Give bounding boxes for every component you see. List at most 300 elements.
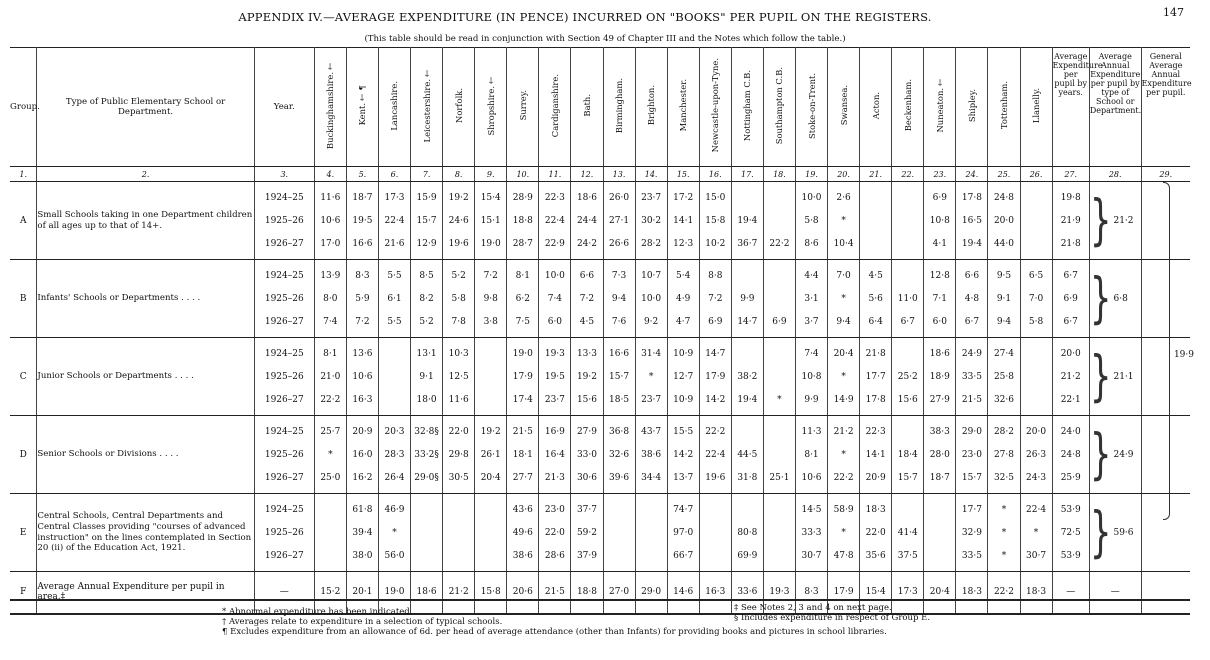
value: 32·6 (609, 449, 630, 460)
data-cell (828, 182, 860, 260)
value (764, 191, 795, 205)
value-stack (732, 269, 763, 329)
value: 7·4 (804, 348, 819, 359)
value-stack (347, 347, 378, 407)
value: 20·3 (384, 426, 405, 437)
data-cell (763, 182, 795, 260)
area-header (763, 48, 795, 167)
value: 15·9 (416, 192, 437, 203)
data-cell (956, 494, 988, 572)
data-cell (860, 338, 892, 416)
data-cell (828, 416, 860, 494)
value-stack (315, 347, 346, 407)
value (732, 425, 763, 439)
area-average: 22·2 (988, 572, 1020, 614)
data-cell (795, 182, 827, 260)
value: 15·8 (705, 215, 726, 226)
value-stack (411, 425, 442, 485)
column-number: 22. (892, 167, 924, 182)
avg-type-value: 21·1 (1113, 371, 1134, 382)
value: 31·4 (641, 348, 662, 359)
data-cell (635, 494, 667, 572)
value: 6·9 (772, 316, 787, 327)
data-cell (924, 260, 956, 338)
value: 15·7 (416, 215, 437, 226)
value-stack (956, 269, 987, 329)
value: 13·6 (352, 348, 373, 359)
value: 4·5 (579, 316, 595, 327)
value: 22·4 (544, 215, 565, 226)
value: 8·1 (515, 270, 530, 281)
area-average: 15·4 (860, 572, 892, 614)
value: 46·9 (384, 504, 405, 515)
data-cell (539, 260, 571, 338)
value-stack (604, 503, 635, 563)
value-stack (764, 269, 795, 329)
value: 14·2 (705, 394, 726, 405)
avg-years-cell (1052, 260, 1089, 338)
column-number: 5. (346, 167, 378, 182)
value: 4·9 (676, 293, 691, 304)
data-cell (314, 416, 346, 494)
avg-type-value: 24·9 (1113, 449, 1134, 460)
value: 14·1 (865, 449, 886, 460)
area-header (828, 48, 860, 167)
value (764, 269, 795, 283)
school-type: Small Schools taking in one Department children of all ages up to that of 14+. (37, 182, 254, 260)
value: 11·6 (448, 394, 469, 405)
value: 37·9 (576, 550, 597, 561)
data-cell (731, 260, 763, 338)
value: * (841, 371, 846, 382)
value: 19·4 (961, 238, 982, 249)
value: 28·3 (384, 449, 405, 460)
area-average: 20·6 (507, 572, 539, 614)
value: 12·7 (673, 371, 694, 382)
data-cell (443, 338, 475, 416)
column-number: 24. (956, 167, 988, 182)
value-stack (956, 425, 987, 485)
area-average: 18·3 (1020, 572, 1052, 614)
value: 6·2 (515, 293, 530, 304)
value: 27·7 (512, 472, 533, 483)
brace-glyph: } (1089, 500, 1112, 565)
value (315, 503, 346, 517)
value: 16·5 (961, 215, 982, 226)
data-cell (571, 182, 603, 260)
value: 23·0 (961, 449, 982, 460)
avg-type-cell (1089, 416, 1141, 494)
value: 21·8 (865, 348, 886, 359)
footnote: ‡ See Notes 2, 3 and 4 on next page. (734, 603, 892, 613)
value: 8·1 (804, 449, 819, 460)
area-header (924, 48, 956, 167)
area-header-label: Bath. (581, 94, 592, 117)
value: * (1001, 504, 1007, 515)
value-stack (539, 503, 570, 563)
value: 21·0 (320, 371, 341, 382)
data-cell (924, 338, 956, 416)
value (475, 526, 506, 540)
column-number: 26. (1020, 167, 1052, 182)
group-row (10, 416, 1190, 494)
value: 36·8 (609, 426, 630, 437)
avg-by-type-header: Average Annual Expenditure per pupil by type of School or Department. (1089, 48, 1141, 167)
value: 16·4 (544, 449, 565, 460)
area-header (1020, 48, 1052, 167)
data-cell (667, 416, 699, 494)
value: 18·1 (512, 449, 533, 460)
avg-type-cell (1089, 494, 1141, 572)
value (443, 503, 474, 517)
column-number: 12. (571, 167, 603, 182)
value (1021, 191, 1052, 205)
area-header (892, 48, 924, 167)
data-cell (988, 416, 1020, 494)
group-header: Group. (10, 48, 37, 167)
data-cell (411, 338, 443, 416)
value: 7·1 (932, 293, 947, 304)
brace-glyph: } (1089, 344, 1112, 409)
avg-type-brace-wrap (1089, 266, 1141, 331)
value: 26·3 (1026, 449, 1047, 460)
data-cell (603, 182, 635, 260)
value: 19·5 (544, 371, 565, 382)
data-cell (475, 260, 507, 338)
data-cell (346, 182, 378, 260)
value: 10·0 (801, 192, 822, 203)
value: 9·5 (996, 270, 1012, 281)
avg-type-cell (1089, 338, 1141, 416)
value: 14·9 (833, 394, 854, 405)
value: 19·0 (480, 238, 501, 249)
value: 44·0 (993, 238, 1014, 249)
value: 37·7 (576, 504, 597, 515)
column-number: 10. (507, 167, 539, 182)
group-letter: C (10, 338, 37, 416)
value-stack (732, 503, 763, 563)
value-stack (315, 503, 346, 563)
value (764, 425, 795, 439)
value: 9·4 (836, 316, 851, 327)
value: 37·5 (897, 550, 918, 561)
data-cell (828, 338, 860, 416)
area-average: 19·0 (378, 572, 410, 614)
value: 28·2 (993, 426, 1014, 437)
year-cell: — (254, 572, 314, 614)
value: 19·4 (737, 394, 758, 405)
value (892, 191, 923, 205)
value: 4·7 (676, 316, 691, 327)
value-stack (636, 269, 667, 329)
data-cell (763, 338, 795, 416)
data-cell (443, 182, 475, 260)
column-number: 1. (10, 167, 37, 182)
data-cell (667, 182, 699, 260)
value: 24·9 (961, 348, 982, 359)
value: 24·4 (576, 215, 597, 226)
data-cell (475, 416, 507, 494)
area-header-label: Brighton. (646, 85, 657, 126)
data-cell (411, 416, 443, 494)
value: 7·6 (611, 316, 627, 327)
group-row (10, 338, 1190, 416)
year-label: 1925–26 (264, 449, 304, 460)
appendix-table (10, 47, 1190, 615)
data-cell (860, 416, 892, 494)
value: 9·1 (419, 371, 434, 382)
value: 18·0 (416, 394, 437, 405)
value: 4·8 (964, 293, 980, 304)
value-stack (828, 269, 859, 329)
value: 18·4 (897, 449, 918, 460)
column-number: 3. (254, 167, 314, 182)
value: 4·1 (932, 238, 947, 249)
column-number: 17. (731, 167, 763, 182)
value-stack (347, 191, 378, 251)
data-cell (571, 494, 603, 572)
area-header-label: Cardiganshire. (549, 73, 560, 138)
value: 14·5 (801, 504, 822, 515)
area-header-label: Southampton C.B. (774, 66, 785, 145)
avg-year-value: 22·1 (1060, 394, 1081, 405)
value-stack (1021, 425, 1052, 485)
data-cell (603, 416, 635, 494)
area-average: 20·4 (924, 572, 956, 614)
avg-type-cell: — (1089, 572, 1141, 614)
value: 21·5 (961, 394, 982, 405)
value: 16·6 (609, 348, 630, 359)
value: 39·6 (609, 472, 630, 483)
value (732, 347, 763, 361)
data-cell (795, 494, 827, 572)
value-stack (924, 503, 955, 563)
value: 20·9 (352, 426, 373, 437)
value-stack (379, 503, 410, 563)
value: 5·8 (804, 215, 819, 226)
data-cell (507, 416, 539, 494)
value: 8·5 (419, 270, 434, 281)
avg-year-value: 20·0 (1060, 348, 1081, 359)
value-stack (860, 425, 891, 485)
column-number: 14. (635, 167, 667, 182)
value (764, 292, 795, 306)
avg-year-value: 24·8 (1060, 449, 1081, 460)
data-cell (603, 260, 635, 338)
value: 9·4 (611, 293, 627, 304)
year-label: 1925–26 (264, 215, 304, 226)
value: 9·8 (483, 293, 498, 304)
value: 34·4 (641, 472, 662, 483)
value (892, 237, 923, 251)
table-body (10, 182, 1190, 614)
value: 38·6 (512, 550, 533, 561)
value: * (841, 527, 846, 538)
value: 7·8 (451, 316, 466, 327)
value: 5·5 (387, 270, 402, 281)
value: * (648, 371, 654, 382)
data-cell (731, 182, 763, 260)
value-stack (475, 347, 506, 407)
value: 16·9 (544, 426, 565, 437)
value: 7·2 (355, 316, 370, 327)
avg-year-value: 21·9 (1060, 215, 1081, 226)
avg-year-value: 19·8 (1060, 192, 1081, 203)
value: 22·0 (448, 426, 469, 437)
value: 24·3 (1026, 472, 1047, 483)
column-number: 21. (860, 167, 892, 182)
value-stack (924, 269, 955, 329)
value-stack (475, 425, 506, 485)
area-header-label: Llanelly. (1031, 87, 1042, 124)
school-type: Central Schools, Central Departments and Central Classes providing "courses of advanced instruction" on the lines contemplated in Section 20 (ii) of the Education Act, 1921. (37, 494, 254, 572)
value (475, 393, 506, 407)
value-stack (764, 191, 795, 251)
value: 22·2 (320, 394, 341, 405)
value: 5·6 (868, 293, 883, 304)
column-number: 16. (699, 167, 731, 182)
data-cell (763, 494, 795, 572)
value: 10·4 (833, 238, 854, 249)
avg-years-stack (1053, 269, 1089, 329)
value-stack (796, 191, 827, 251)
value: 32·5 (993, 472, 1014, 483)
data-cell (443, 494, 475, 572)
value: 7·4 (547, 293, 563, 304)
group-letter: A (10, 182, 37, 260)
value: 8·8 (708, 270, 723, 281)
area-average: 18·6 (411, 572, 443, 614)
value: 21·3 (544, 472, 565, 483)
value: 8·1 (323, 348, 338, 359)
area-header-label: Newcastle-upon-Tyne. (710, 58, 721, 153)
value: 18·6 (576, 192, 597, 203)
value: 38·2 (737, 371, 758, 382)
footnote: * Abnormal expenditure has been indicated. (222, 607, 413, 617)
value: 8·3 (355, 270, 370, 281)
value-stack (892, 191, 923, 251)
value-stack (988, 347, 1019, 407)
value-stack (828, 191, 859, 251)
value: 20·9 (865, 472, 886, 483)
value: 12·3 (673, 238, 694, 249)
value (764, 526, 795, 540)
column-number: 15. (667, 167, 699, 182)
area-average: 21·5 (539, 572, 571, 614)
column-number: 29. (1141, 167, 1190, 182)
area-average: 18·8 (571, 572, 603, 614)
year-header: Year. (254, 48, 314, 167)
value (764, 370, 795, 384)
value-stack (571, 347, 602, 407)
data-cell (378, 182, 410, 260)
value: 30·2 (641, 215, 662, 226)
value (475, 503, 506, 517)
data-cell (731, 416, 763, 494)
data-cell (571, 260, 603, 338)
value-stack (828, 347, 859, 407)
value: 6·6 (964, 270, 980, 281)
value: 33·5 (961, 371, 982, 382)
value-stack (443, 503, 474, 563)
data-cell (1020, 338, 1052, 416)
year-label: 1924–25 (264, 426, 304, 437)
value: 25·7 (320, 426, 341, 437)
data-cell (892, 260, 924, 338)
value: 17·8 (865, 394, 886, 405)
page-subtitle: (This table should be read in conjunction with Section 49 of Chapter III and the Notes which follow the table.) (364, 34, 846, 44)
value-stack (475, 269, 506, 329)
value: 17·4 (512, 394, 533, 405)
value-stack (315, 191, 346, 251)
avg-years-stack (1053, 347, 1089, 407)
data-cell (892, 338, 924, 416)
value (732, 503, 763, 517)
value: 18·7 (352, 192, 373, 203)
general-average-brace (1163, 182, 1170, 520)
value: 3·7 (804, 316, 819, 327)
value: 24·6 (448, 215, 469, 226)
area-average: 18·3 (956, 572, 988, 614)
value-stack (668, 347, 699, 407)
value: 15·7 (961, 472, 982, 483)
value: * (328, 449, 333, 460)
column-number: 25. (988, 167, 1020, 182)
avg-year-value: 53·9 (1060, 550, 1081, 561)
value-stack (732, 191, 763, 251)
value-stack (411, 503, 442, 563)
value: 15·5 (673, 426, 694, 437)
value-stack (796, 503, 827, 563)
value (379, 347, 410, 361)
value-stack (796, 425, 827, 485)
data-cell (924, 494, 956, 572)
value: 3·8 (483, 316, 498, 327)
value: 15·6 (576, 394, 597, 405)
group-letter: F (10, 572, 37, 614)
area-average: 15·2 (314, 572, 346, 614)
value: 15·6 (897, 394, 918, 405)
value-stack (732, 425, 763, 485)
value: 13·9 (320, 270, 341, 281)
data-cell (795, 260, 827, 338)
year-stack (255, 425, 314, 485)
area-average: 17·9 (828, 572, 860, 614)
value: 44·5 (737, 449, 758, 460)
data-cell (539, 338, 571, 416)
value: 61·8 (352, 504, 373, 515)
value: 6·5 (1028, 270, 1044, 281)
value (475, 347, 506, 361)
year-stack (255, 191, 314, 251)
value-stack (411, 191, 442, 251)
footnote: † Averages relate to expenditure in a selection of typical schools. (222, 617, 503, 627)
data-cell (507, 260, 539, 338)
value: 14·7 (705, 348, 726, 359)
data-cell (635, 416, 667, 494)
year-cell (254, 494, 314, 572)
column-number: 28. (1089, 167, 1141, 182)
value: 29·8 (448, 449, 469, 460)
value: 22·9 (544, 238, 565, 249)
value: 6·9 (708, 316, 723, 327)
value (924, 526, 955, 540)
value-stack (764, 347, 795, 407)
area-average: 14·6 (667, 572, 699, 614)
data-cell (571, 416, 603, 494)
value (764, 503, 795, 517)
avg-year-value: 6·7 (1063, 270, 1078, 281)
